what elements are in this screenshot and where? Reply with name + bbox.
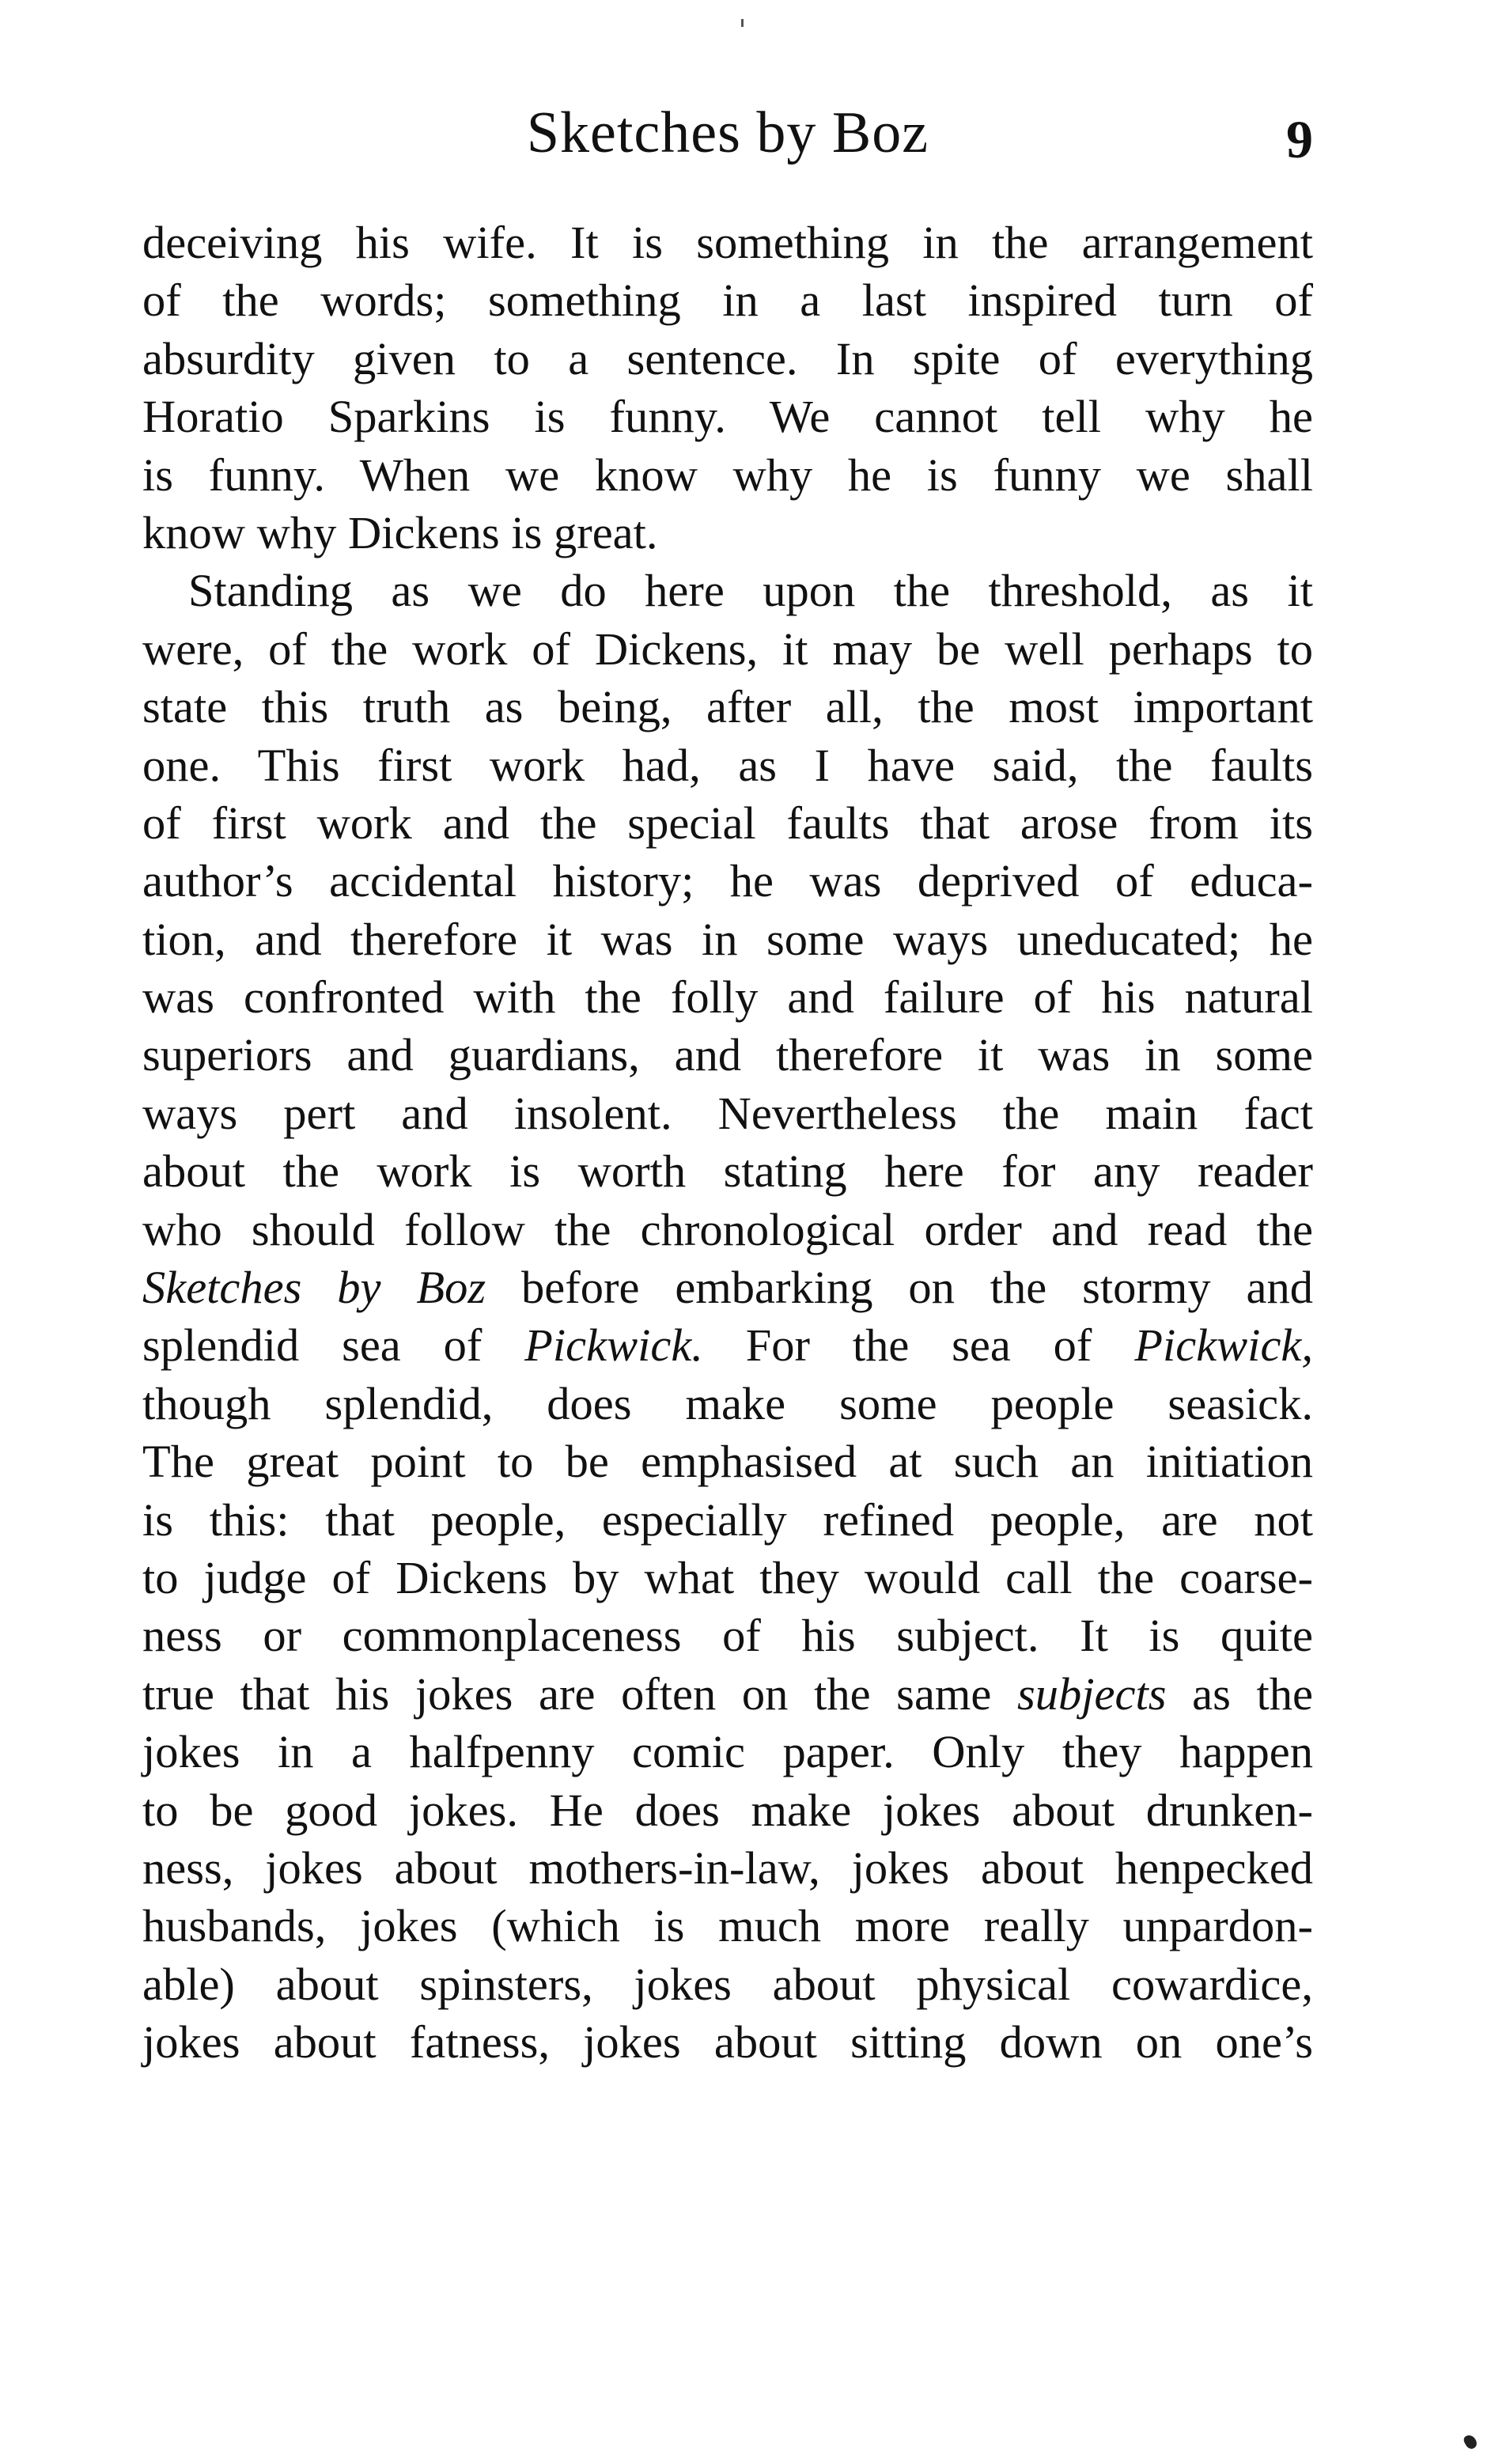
text-line: jokes about fatness, jokes about sitting down on one’s [142,2016,1313,2068]
text-line: absurdity given to a sentence. In spite of everything [142,332,1313,384]
italic-title: Pickwick. [524,1319,703,1372]
text-segment: as the [1166,1667,1313,1720]
text-line: state this truth as being, after all, the most important [142,681,1313,733]
text-segment: splendid sea of [142,1319,525,1372]
text-line: though splendid, does make some people seasick. [142,1377,1313,1429]
text-line: who should follow the chronological order and read the [142,1203,1313,1255]
text-line: ness, jokes about mothers-in-law, jokes about henpecked [142,1841,1313,1894]
text-line: of first work and the special faults that arose from its [142,797,1313,849]
text-segment: before embarking on the stormy and [486,1262,1313,1314]
text-line: of the words; something in a last inspired turn of [142,274,1313,327]
text-line [142,1665,1313,1723]
running-head [142,93,1313,172]
italic-title: Sketches by Boz [142,1262,486,1314]
text-line: superiors and guardians, and therefore it was in some [142,1029,1313,1081]
text-line: know why Dickens is great. [142,506,658,558]
text-line: tion, and therefore it was in some ways uneducated; he [142,913,1313,965]
text-line: was confronted with the folly and failure of his natural [142,971,1313,1024]
text-line: about the work is worth stating here for any reader [142,1145,1313,1198]
text-line: to be good jokes. He does make jokes about drunken- [142,1784,1313,1836]
running-title: Sketches by Boz [526,100,929,165]
text-line: is funny. When we know why he is funny we shall [142,449,1313,501]
text-line: able) about spinsters, jokes about physical cowardice, [142,1958,1313,2010]
italic-emphasis: subjects [1017,1667,1167,1720]
text-line [142,1316,1313,1374]
text-line: ness or commonplaceness of his subject. It is quite [142,1610,1313,1662]
page-number: 9 [1286,109,1313,169]
text-line: author’s accidental history; he was deprived of educa- [142,855,1313,907]
text-line: deceiving his wife. It is something in the arrangement [142,217,1313,268]
italic-title: Pickwick, [1134,1319,1313,1372]
text-segment: For the sea of [702,1319,1135,1372]
scan-speck-corner [1462,2433,1478,2451]
text-line: ways pert and insolent. Nevertheless the main fact [142,1087,1313,1139]
text-line: were, of the work of Dickens, it may be well perhaps to [142,623,1313,675]
body-text [142,214,1313,2072]
text-line: Standing as we do here upon the threshold, as it [188,565,1313,617]
text-line: husbands, jokes (which is much more really unpardon- [142,1900,1313,1952]
text-segment: true that his jokes are often on the same [142,1667,1018,1720]
text-line: is this: that people, especially refined people, are not [142,1493,1313,1546]
scan-speck-top [741,19,744,27]
text-line: one. This first work had, as I have said, the faults [142,739,1313,791]
text-line: The great point to be emphasised at such an initiation [142,1436,1313,1488]
text-line: Horatio Sparkins is funny. We cannot tell why he [142,391,1313,443]
text-line [142,1258,1313,1316]
text-line: jokes in a halfpenny comic paper. Only they happen [142,1726,1313,1778]
text-line: to judge of Dickens by what they would call the coarse- [142,1551,1313,1603]
